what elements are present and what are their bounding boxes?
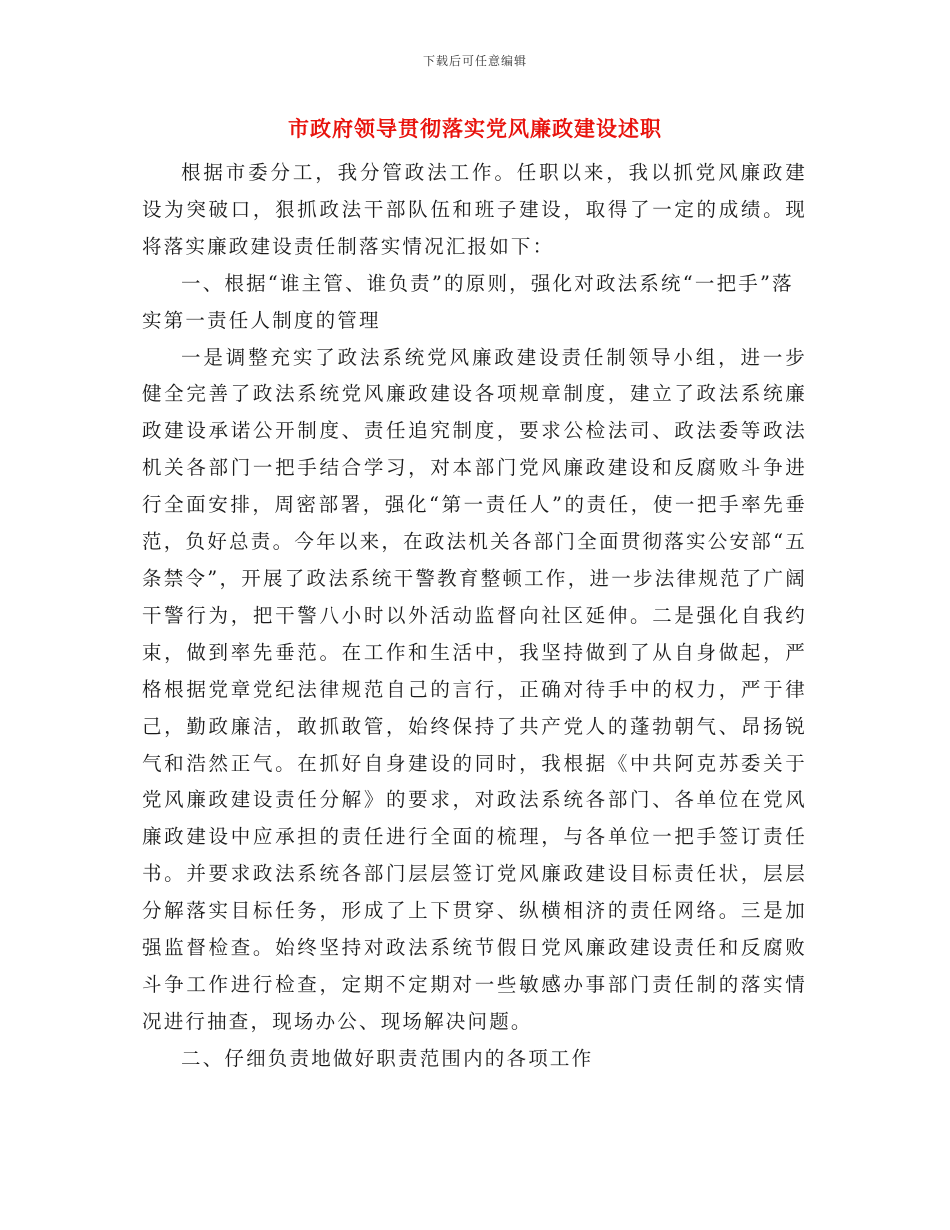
section-heading-1: 一、根据“谁主管、谁负责”的原则，强化对政法系统“一把手”落实第一责任人制度的管理	[142, 271, 794, 332]
body-paragraph: 一是调整充实了政法系统党风廉政建设责任制领导小组，进一步健全完善了政法系统党风廉政建设各项规章制度，建立了政法系统廉政建设承诺公开制度、责任追究制度，要求公检法司、政法委等政法机关各部门一把手结合学习，对本部门党风廉政建设和反腐败斗争进行全面安排，周密部署，强化“第一责任人”的责任，使一把手率先垂范，负好总责。今年以来，在政法机关各部门全面贯彻落实公安部“五条禁令”，开展了政法系统干警教育整顿工作，进一步法律规范了广阔干警行为，把干警八小时以外活动监督向社区延伸。二是强化自我约束，做到率先垂范。在工作和生活中，我坚持做到了从自身做起，严格根据党章党纪法律规范自己的言行，正确对待手中的权力，严于律己，勤政廉洁，敢抓敢管，始终保持了共产党人的蓬勃朝气、昂扬锐气和浩然正气。在抓好自身建设的同时，我根据《中共阿克苏委关于党风廉政建设责任分解》的要求，对政法系统各部门、各单位在党风廉政建设中应承担的责任进行全面的梳理，与各单位一把手签订责任书。并要求政法系统各部门层层签订党风廉政建设目标责任状，层层分解落实目标任务，形成了上下贯穿、纵横相济的责任网络。三是加强监督检查。始终坚持对政法系统节假日党风廉政建设责任和反腐败斗争工作进行检查，定期不定期对一些敏感办事部门责任制的落实情况进行抽查，现场办公、现场解决问题。	[142, 345, 807, 1033]
intro-paragraph: 根据市委分工，我分管政法工作。任职以来，我以抓党风廉政建设为突破口，狠抓政法干部队伍和班子建设，取得了一定的成绩。现将落实廉政建设责任制落实情况汇报如下：	[142, 161, 807, 258]
header-note: 下载后可任意编辑	[422, 54, 527, 68]
document-body	[142, 155, 807, 1078]
section-heading-2: 二、仔细负责地做好职责范围内的各项工作	[181, 1046, 594, 1070]
document-title: 市政府领导贯彻落实党风廉政建设述职	[288, 116, 662, 141]
